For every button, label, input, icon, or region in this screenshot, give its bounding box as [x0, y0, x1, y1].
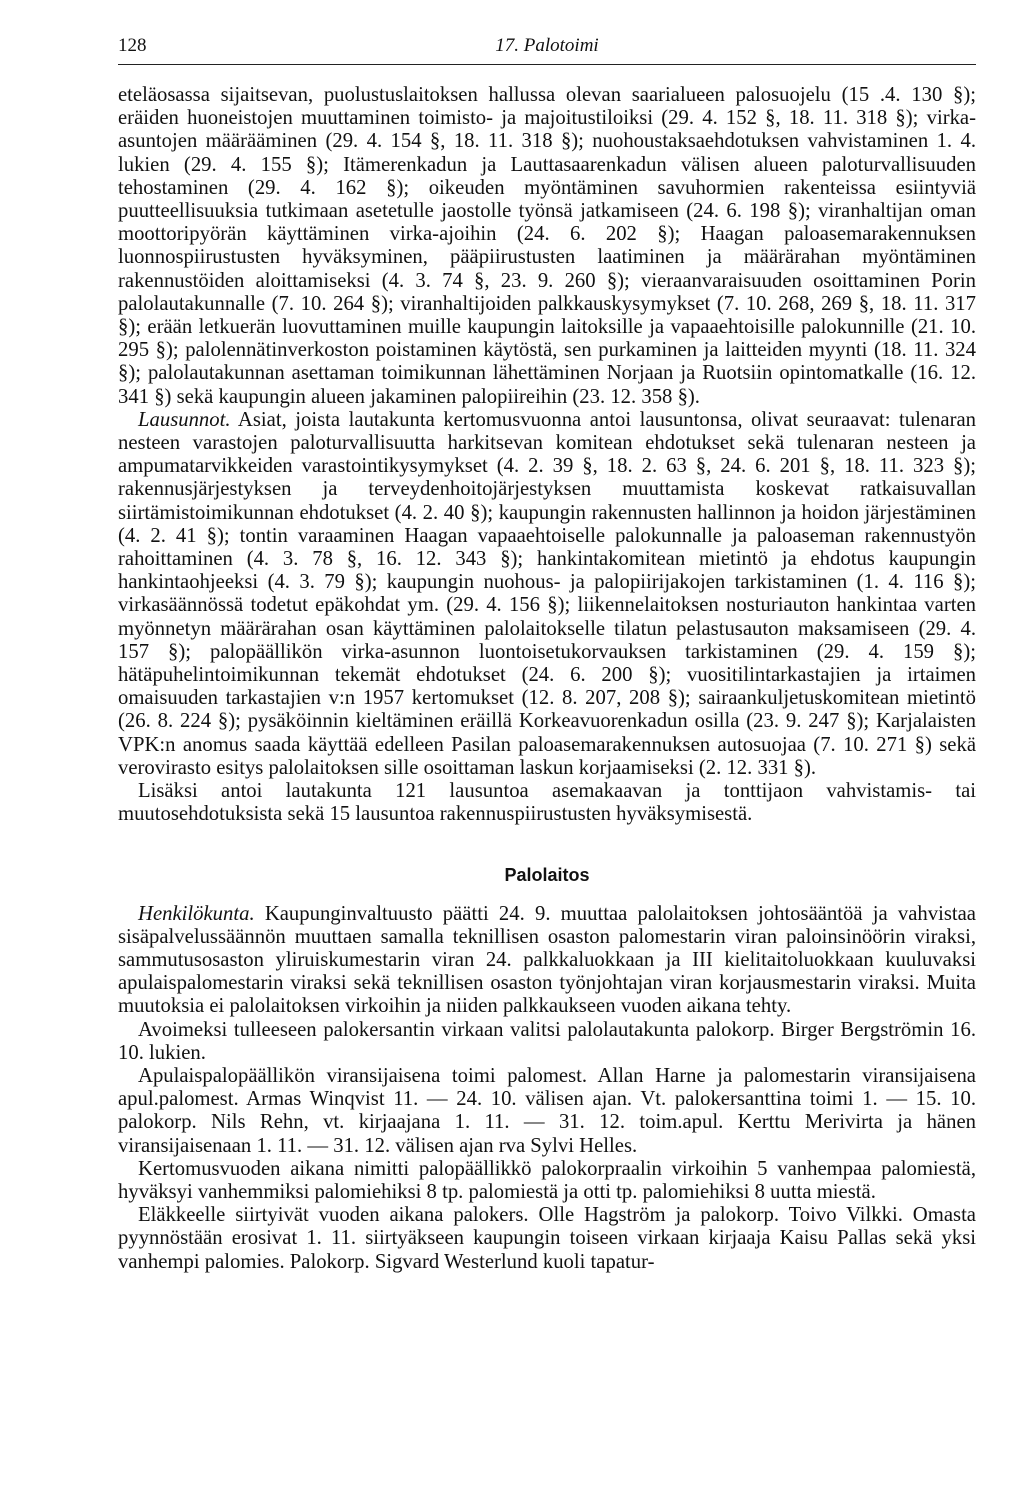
statements-lead-in: Lausunnot.: [138, 408, 231, 431]
promotions-paragraph: Kertomusvuoden aikana nimitti palopäällikkö palokorpraalin virkoihin 5 vanhempaa palomiestä, hyväksyi vanhemmiksi palomiehiksi 8 tp. palomiestä ja otti tp. palomiehiksi 8 uutta miestä.: [118, 1157, 976, 1203]
page-number: 128: [118, 35, 147, 56]
additional-statements-paragraph: Lisäksi antoi lautakunta 121 lausuntoa asemakaavan ja tonttijaon vahvistamis- tai muutosehdotuksista sekä 15 lausuntoa rakennuspiirustusten hyväksymisestä.: [118, 780, 976, 826]
page-content: [118, 84, 976, 1274]
substitutes-paragraph: Apulaispalopäällikön viransijaisena toimi palomest. Allan Harne ja palomestarin viransijaisena apul.palomest. Armas Winqvist 11. — 24. 10. välisen ajan. Vt. palokersanttina toimi 1. — 15. 10. palokorp. Nils Rehn, vt. kirjaajana 1. 11. — 31. 12. toim.apul. Kerttu Merivirta ja hänen viransijaisenaan 1. 11. — 31. 12. välisen ajan rva Sylvi Helles.: [118, 1064, 976, 1157]
personnel-paragraph: [118, 903, 976, 1019]
statements-text: Asiat, joista lautakunta kertomusvuonna antoi lausuntonsa, olivat seuraavat: tulenaran nesteen varastojen paloturvallisuutta harkitsevan komitean ehdotukset sekä tulenaran nesteen ja ampumatarvikkeiden varastointikysymykset (4. 2. 39 §, 18. 2. 63 §, 24. 6. 201 §, 18. 11. 323 §); rakennusjärjestyksen ja terveydenhoitojärjestyksen muuttamista koskevat ratkaisuvallan siirtämistoimikunnan ehdotukset (4. 2. 40 §); kaupungin rakennusten hallinnon ja hoidon järjestäminen (4. 2. 41 §); tontin varaaminen Haagan vapaaehtoiselle palokunnalle ja paloaseman rakennustyön rahoittaminen (4. 3. 78 §, 16. 12. 343 §); hankintakomitean mietintö ja ehdotus kaupungin hankintaohjeeksi (4. 3. 79 §); kaupungin nuohous- ja palopiirijakojen tarkistaminen (1. 4. 116 §); virkasäännössä todetut epäkohdat ym. (29. 4. 156 §); liikennelaitoksen nosturiauton hankintaa varten myönnetyn määrärahan osan käyttäminen palolaitokselle tilatun pelastusauton maksamiseen (29. 4. 157 §); palopäällikön virka-asunnon luontoisetukorvauksen tarkistaminen (29. 4. 159 §); hätäpuhelintoimikunnan tekemät ehdotukset (24. 6. 200 §); vuositilintarkastajien ja irtaimen omaisuuden tarkastajien v:n 1957 kertomukset (12. 8. 207, 208 §); sairaankuljetuskomitean mietintö (26. 8. 224 §); pysäköinnin kieltäminen eräillä Korkeavuorenkadun osilla (23. 9. 247 §); Karjalaisten VPK:n anomus saada käyttää edelleen Pasilan paloasemarakennuksen autosuojaa (7. 10. 271 §) sekä verovirasto esitys palolaitoksen sille osoittaman laskun korjaamiseksi (2. 12. 331 §).: [118, 408, 976, 779]
running-header: [118, 34, 976, 65]
continued-paragraph: eteläosassa sijaitsevan, puolustuslaitoksen hallussa olevan saarialueen palosuojelu (15 .4. 130 §); eräiden huoneistojen muuttaminen toimisto- ja majoitustiloiksi (29. 4. 152 §, 18. 11. 318 §); virka-asuntojen määrääminen (29. 4. 154 §, 18. 11. 318 §); nuohoustaksaehdotuksen vahvistaminen 1. 4. lukien (29. 4. 155 §); Itämerenkadun ja Lauttasaarenkadun välisen alueen paloturvallisuuden tehostaminen (29. 4. 162 §); oikeuden myöntäminen savuhormien rakenteissa esiintyviä puutteellisuuksia tutkimaan asetetulle jaostolle työnsä jatkamiseen (24. 6. 198 §); viranhaltijan oman moottoripyörän käyttäminen virka-ajoihin (24. 6. 202 §); Haagan paloasemarakennuksen luonnospiirustusten hyväksyminen, pääpiirustusten laatiminen ja määrärahan myöntäminen rakennustöiden aloittamiseksi (4. 3. 74 §, 23. 9. 260 §); vieraanvaraisuuden osoittaminen Porin palolautakunnalle (7. 10. 264 §); viranhaltijoiden palkkauskysymykset (7. 10. 268, 269 §, 18. 11. 317 §); erään letkuerän luovuttaminen muille kaupungin laitoksille ja vapaaehtoisille palokunnille (21. 10. 295 §); palolennätinverkoston poistaminen käytöstä, sen purkaminen ja laitteiden myynti (18. 11. 324 §); palolautakunnan asettaman toimikunnan lähettäminen Norjaan ja Ruotsiin opintomatkalle (16. 12. 341 §) sekä kaupungin alueen jakaminen palopiireihin (23. 12. 358 §).: [118, 84, 976, 408]
section-heading: Palolaitos: [504, 864, 590, 885]
appointment-paragraph: Avoimeksi tulleeseen palokersantin virkaan valitsi palolautakunta palokorp. Birger Bergströmin 16. 10. lukien.: [118, 1018, 976, 1064]
retirements-paragraph: Eläkkeelle siirtyivät vuoden aikana palokers. Olle Hagström ja palokorp. Toivo Vilkki. Omasta pyynnöstään erosivat 1. 11. siirtyäkseen kaupungin toiseen virkaan kirjaaja Kaisu Pallas sekä yksi vanhempi palomies. Palokorp. Sigvard Westerlund kuoli tapatur-: [118, 1204, 976, 1273]
statements-paragraph: [118, 409, 976, 780]
chapter-title: 17. Palotoimi: [495, 35, 599, 56]
personnel-lead-in: Henkilökunta.: [138, 902, 255, 925]
personnel-text: Kaupunginvaltuusto päätti 24. 9. muuttaa palolaitoksen johtosääntöä ja vahvistaa sisäpalvelussäännön muuttaen samalla teknillisen osaston palomestarin viran paloinsinöörin viraksi, sammutusosaston yliruiskumestarin viran 24. palkkaluokkaan ja III kielitaitoluokkaan kuuluvaksi apulaispalomestarin viraksi sekä teknillisen osaston työnjohtajan viran korjausmestarin viraksi. Muita muutoksia ei palolaitoksen virkoihin ja niiden palkkaukseen vuoden aikana tehty.: [118, 902, 976, 1018]
